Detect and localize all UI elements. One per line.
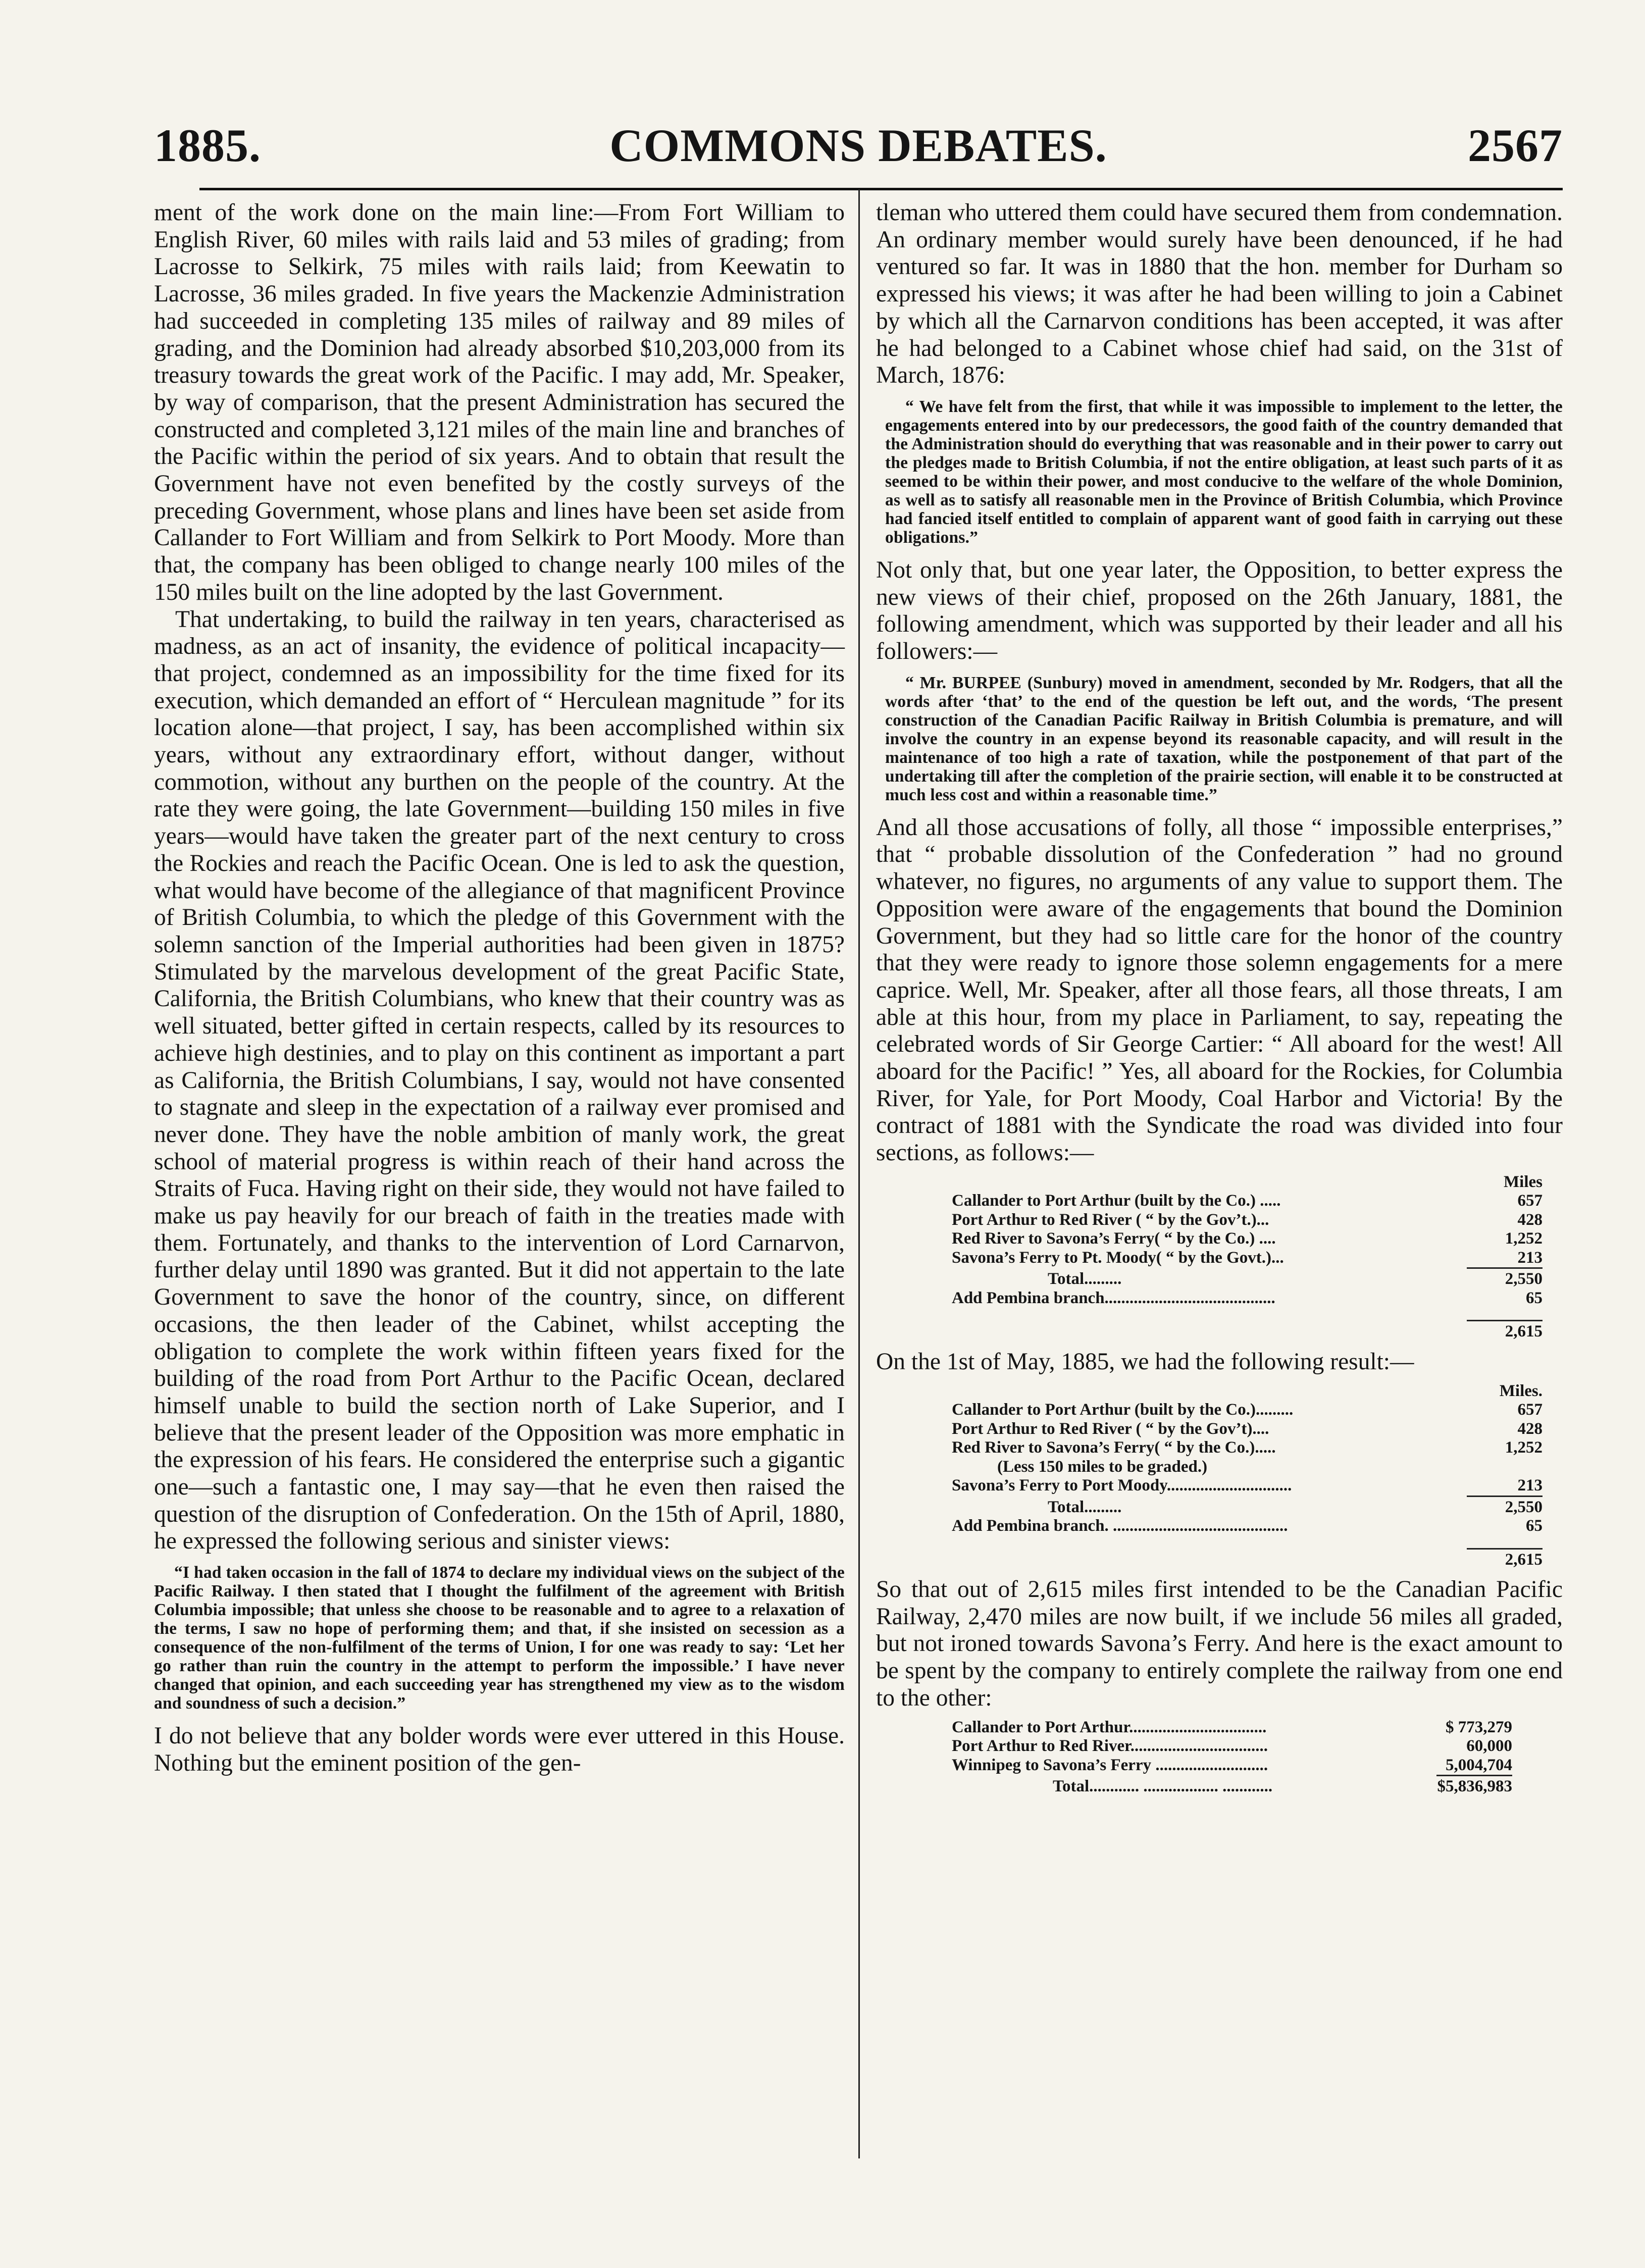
page-header — [154, 120, 1563, 176]
table-row: Port Arthur to Red River ( “ by the Gov’t).... 428 — [952, 1419, 1543, 1438]
table-total-row: Total......... 2,550 — [952, 1267, 1543, 1289]
paragraph: ment of the work done on the main line:—From Fort William to English River, 60 miles with rails laid and 53 miles of grading; from Lacrosse to Selkirk, 75 miles with rails laid; from Keewatin to Lacrosse, 36 miles graded. In five years the Mackenzie Administration had succeeded in completing 135 miles of railway and 89 miles of grading, and the Dominion had already absorbed $10,203,000 from its treasury towards the great work of the Pacific. I may add, Mr. Speaker, by way of comparison, that the present Administration has secured the constructed and completed 3,121 miles of the main line and branches of the Pacific within the period of six years. And to obtain that result the Government have not even benefited by the costly surveys of the preceding Government, whose plans and lines have been set aside from Callander to Fort William and from Selkirk to Port Moody. More than that, the company has been obliged to change nearly 100 miles of the 150 miles built on the line adopted by the last Government. — [154, 199, 845, 605]
table-header — [952, 1173, 1543, 1192]
table-row: Add Pembina branch......................................... 65 — [952, 1288, 1543, 1307]
table-note-row: (Less 150 miles to be graded.) — [997, 1457, 1208, 1476]
header-page-number: 2567 — [1468, 120, 1563, 171]
table-row: Port Arthur to Red River ( “ by the Gov’t.)... 428 — [952, 1210, 1543, 1229]
table-unit: Miles. — [1499, 1381, 1543, 1400]
header-year: 1885. — [154, 120, 261, 171]
table-row: Add Pembina branch. .......................................... 65 — [952, 1517, 1543, 1535]
table-row: Port Arthur to Red River................................. 60,000 — [952, 1737, 1512, 1756]
table-grand-total-row: 2,615 — [952, 1548, 1543, 1570]
table-row: Red River to Savona’s Ferry( “ by the Co.)..... 1,252 — [952, 1438, 1543, 1457]
block-quote: “I had taken occasion in the fall of 1874 to declare my individual views on the subject of the Pacific Railway. I then stated that I thought the fulfilment of the agreement with British Columbia impossible; that unless she choose to be reasonable and to agree to a relaxation of the terms, I saw no hope of performing them; and that, if she insisted on secession as a consequence of the non-fulfilment of the terms of Union, I for one was ready to say: ‘Let her go rather than ruin the country in the attempt to perform the impossible.’ I have never changed that opinion, and each succeeding year has strengthened my view as to the wisdom and soundness of such a decision.” — [154, 1563, 845, 1713]
block-quote: “ We have felt from the first, that while it was impossible to implement to the letter, the engagements entered into by our predecessors, the good faith of the country demanded that the Administration should do everything that was reasonable and in their power to carry out the pledges made to British Columbia, if not the entire obligation, at least such parts of it as seemed to be within their power, and most conducive to the welfare of the whole Dominion, as well as to satisfy all reasonable men in the Province of British Columbia, which Province had fancied itself entitled to complain of apparent want of good faith in carrying out these obligations.” — [885, 397, 1563, 547]
table-row: Callander to Port Arthur (built by the Co.)......... 657 — [952, 1401, 1543, 1419]
table-grand-total-row: 2,615 — [952, 1320, 1543, 1342]
result-table-1885 — [952, 1382, 1543, 1570]
header-title: COMMONS DEBATES. — [609, 120, 1107, 171]
sections-table-1881 — [952, 1173, 1543, 1342]
table-row: Callander to Port Arthur................................. $ 773,279 — [952, 1718, 1512, 1736]
table-row: Winnipeg to Savona’s Ferry ........................... 5,004,704 — [952, 1756, 1512, 1774]
header-rule — [199, 188, 1563, 190]
paragraph: That undertaking, to build the railway in ten years, characterised as madness, as an act of insanity, the evidence of political incapacity—that project, condemned as an impossibility for the time fixed for its execution, which demanded an effort of “ Herculean magnitude ” for its location alone—that project, I say, has been accomplished within six years, without any extraordinary effort, without danger, without commotion, without any burthen on the people of the country. At the rate they were going, the late Government—building 150 miles in five years—would have taken the greater part of the next century to cross the Rockies and reach the Pacific Ocean. One is led to ask the question, what would have become of the allegiance of that magnificent Province of British Columbia, to which the pledge of this Government with the solemn sanction of the Imperial authorities had been given in 1875? Stimulated by the marvelous development of the great Pacific State, California, the British Columbians, who knew that their country was as well situated, better gifted in certain respects, called by its resources to achieve high destinies, and to play on this continent as important a part as California, the British Columbians, I say, would not have consented to stagnate and sleep in the expectation of a railway ever promised and never done. They have the noble ambition of manly work, the great school of material progress is within reach of their hand across the Straits of Fuca. Having right on their side, they would not have failed to make us pay heavily for our breach of faith in the treaties made with them. Fortunately, and thanks to the intervention of Lord Carnarvon, further delay until 1890 was granted. But it did not appertain to the late Government to save the honor of the country, since, on different occasions, the then leader of the Cabinet, whilst accepting the obligation to complete the work within fifteen years fixed for the building of the road from Port Arthur to the Pacific Ocean, declared himself unable to build the section north of Lake Superior, and I believe that the present leader of the Opposition was more emphatic in the expression of his fears. He considered the enterprise such a gigantic one—such a fantastic one, I may say—that he even then raised the question of the disruption of Confederation. On the 15th of April, 1880, he expressed the following serious and sinister views: — [154, 606, 845, 1555]
table-header — [952, 1382, 1543, 1401]
left-column — [154, 199, 845, 1777]
right-column — [876, 199, 1563, 1803]
table-row: Savona’s Ferry to Port Moody.............................. 213 — [952, 1476, 1543, 1495]
column-divider — [858, 189, 860, 2158]
block-quote: “ Mr. BURPEE (Sunbury) moved in amendment, seconded by Mr. Rodgers, that all the words after ‘that’ to the end of the question be left out, and the words, ‘The present construction of the Canadian Pacific Railway in British Columbia is premature, and will involve the country in an expense beyond its reasonable capacity, and will result in the maintenance of too high a rate of taxation, while the postponement of that part of the undertaking till after the completion of the prairie section, will enable it to be constructed at much less cost and within a reasonable time.” — [885, 673, 1563, 804]
table-row: Callander to Port Arthur (built by the Co.) ..... 657 — [952, 1192, 1543, 1210]
paragraph: Not only that, but one year later, the Opposition, to better express the new views of their chief, proposed on the 26th January, 1881, the following amendment, which was supported by their leader and all his followers:— — [876, 556, 1563, 665]
table-total-row: Total............ .................. ............ $5,836,983 — [952, 1775, 1512, 1796]
paragraph: And all those accusations of folly, all those “ impossible enterprises,” that “ probable dissolution of the Confederation ” had no ground whatever, no figures, no arguments of any value to support them. The Opposition were aware of the engagements that bound the Dominion Government, but they had so little care for the honor of the country that they were ready to ignore those solemn engagements for a mere caprice. Well, Mr. Speaker, after all those fears, all those threats, I am able at this hour, from my place in Parliament, to say, repeating the celebrated words of Sir George Cartier: “ All aboard for the west! All aboard for the Pacific! ” Yes, all aboard for the Rockies, for Columbia River, for Yale, for Port Moody, Coal Harbor and Victoria! By the contract of 1881 with the Syndicate the road was divided into four sections, as follows:— — [876, 814, 1563, 1166]
table-row: Red River to Savona’s Ferry( “ by the Co.) .... 1,252 — [952, 1229, 1543, 1248]
cost-table — [952, 1718, 1512, 1796]
table-total-row: Total......... 2,550 — [952, 1496, 1543, 1517]
paragraph: I do not believe that any bolder words were ever uttered in this House. Nothing but the eminent position of the gen- — [154, 1723, 845, 1776]
table-unit: Miles — [1504, 1172, 1543, 1191]
paragraph: So that out of 2,615 miles first intended to be the Canadian Pacific Railway, 2,470 miles are now built, if we include 56 miles all graded, but not ironed towards Savona’s Ferry. And here is the exact amount to be spent by the company to entirely complete the railway from one end to the other: — [876, 1576, 1563, 1711]
table-row: Savona’s Ferry to Pt. Moody( “ by the Govt.)... 213 — [952, 1248, 1543, 1267]
paragraph: On the 1st of May, 1885, we had the following result:— — [876, 1348, 1414, 1375]
paragraph: tleman who uttered them could have secured them from condemnation. An ordinary member would surely have been denounced, if he had ventured so far. It was in 1880 that the hon. member for Durham so expressed his views; it was after he had been willing to join a Cabinet by which all the Carnarvon conditions has been accepted, it was after he had belonged to a Cabinet whose chief had said, on the 31st of March, 1876: — [876, 199, 1563, 389]
